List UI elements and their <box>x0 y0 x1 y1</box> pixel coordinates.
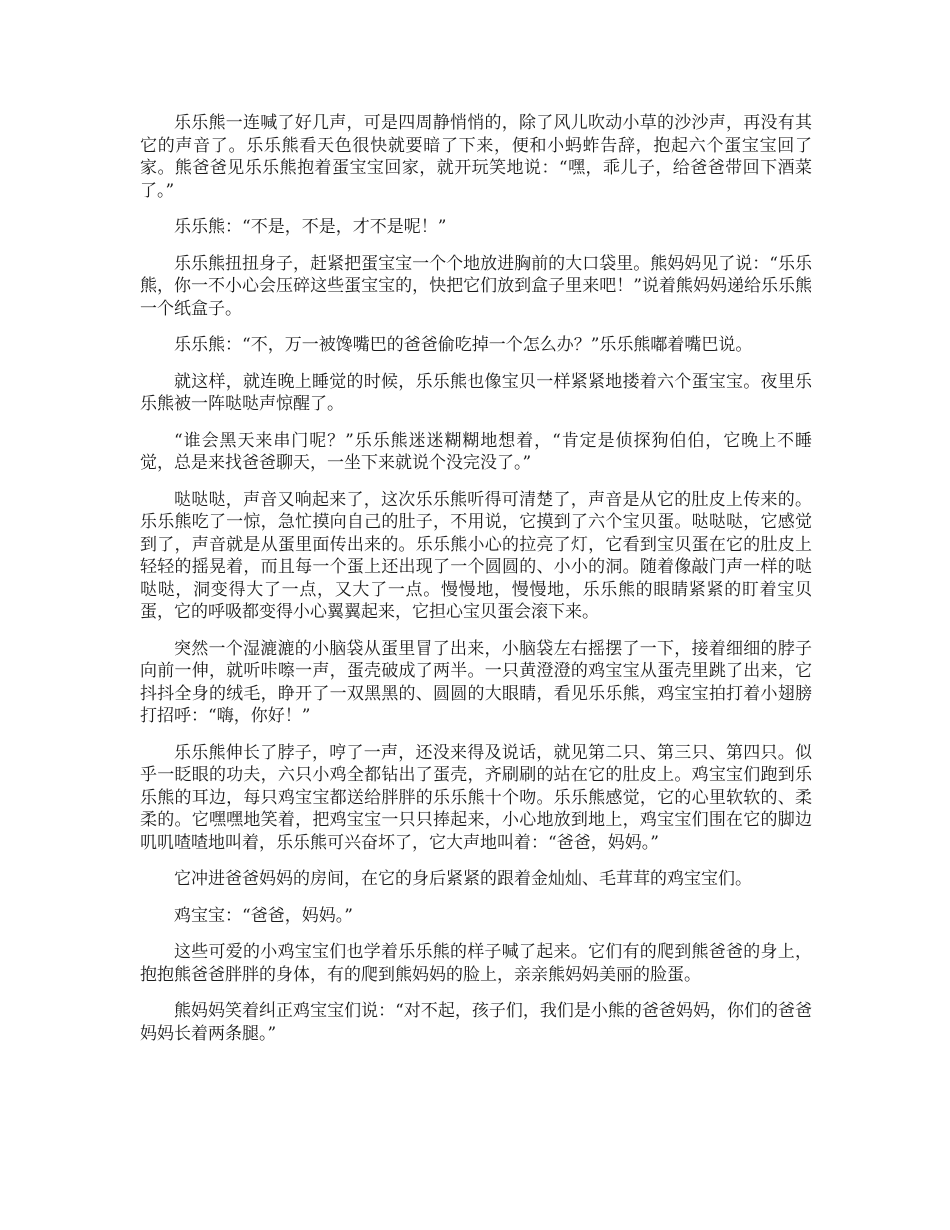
paragraph: 乐乐熊：“不，万一被馋嘴巴的爸爸偷吃掉一个怎么办？”乐乐熊嘟着嘴巴说。 <box>174 335 753 355</box>
paragraph: “谁会黑天来串门呢？”乐乐熊迷迷糊糊地想着，“肯定是侦探狗伯伯，它晚上不睡觉，总是来找爸爸聊天，一坐下来就说个没完没了。” <box>140 430 812 473</box>
paragraph: 它冲进爸爸妈妈的房间，在它的身后紧紧的跟着金灿灿、毛茸茸的鸡宝宝们。 <box>174 869 752 889</box>
paragraph: 熊妈妈笑着纠正鸡宝宝们说：“对不起，孩子们，我们是小熊的爸爸妈妈，你们的爸爸妈妈长着两条腿。” <box>140 1001 812 1044</box>
paragraph: 哒哒哒，声音又响起来了，这次乐乐熊听得可清楚了，声音是从它的肚皮上传来的。乐乐熊吃了一惊，急忙摸向自己的肚子，不用说，它摸到了六个宝贝蛋。哒哒哒，它感觉到了，声音就是从蛋里面传出来的。乐乐熊小心的拉亮了灯，它看到宝贝蛋在它的肚皮上轻轻的摇晃着，而且每一个蛋上还出现了一个圆圆的、小小的洞。随着像敲门声一样的哒哒哒，洞变得大了一点，又大了一点。慢慢地，慢慢地，乐乐熊的眼睛紧紧的盯着宝贝蛋，它的呼吸都变得小心翼翼起来，它担心宝贝蛋会滚下来。 <box>140 489 812 622</box>
paragraph: 鸡宝宝：“爸爸，妈妈。” <box>174 905 353 926</box>
paragraph: 就这样，就连晚上睡觉的时候，乐乐熊也像宝贝一样紧紧地搂着六个蛋宝宝。夜里乐乐熊被一阵哒哒声惊醒了。 <box>140 371 812 414</box>
paragraph: 乐乐熊扭扭身子，赶紧把蛋宝宝一个个地放进胸前的大口袋里。熊妈妈见了说：“乐乐熊，你一不小心会压碎这些蛋宝宝的，快把它们放到盒子里来吧！”说着熊妈妈递给乐乐熊一个纸盒子。 <box>140 253 812 319</box>
paragraph: 乐乐熊伸长了脖子，哼了一声，还没来得及说话，就见第二只、第三只、第四只。似乎一眨眼的功夫，六只小鸡全都钻出了蛋壳，齐刷刷的站在它的肚皮上。鸡宝宝们跑到乐乐熊的耳边，每只鸡宝宝都送给胖胖的乐乐熊十个吻。乐乐熊感觉，它的心里软软的、柔柔的。它嘿嘿地笑着，把鸡宝宝一只只捧起来，小心地放到地上，鸡宝宝们围在它的脚边叽叽喳喳地叫着，乐乐熊可兴奋坏了，它大声地叫着：“爸爸，妈妈。” <box>140 742 812 853</box>
paragraph: 这些可爱的小鸡宝宝们也学着乐乐熊的样子喊了起来。它们有的爬到熊爸爸的身上，抱抱熊爸爸胖胖的身体，有的爬到熊妈妈的脸上，亲亲熊妈妈美丽的脸蛋。 <box>140 942 812 985</box>
paragraph: 乐乐熊：“不是，不是，才不是呢！” <box>174 217 447 237</box>
document-body <box>140 112 812 1059</box>
paragraph: 乐乐熊一连喊了好几声，可是四周静悄悄的，除了风儿吹动小草的沙沙声，再没有其它的声音了。乐乐熊看天色很快就要暗了下来，便和小蚂蚱告辞，抱起六个蛋宝宝回了家。熊爸爸见乐乐熊抱着蛋宝宝回家，就开玩笑地说：“嘿，乖儿子，给爸爸带回下酒菜了。” <box>140 113 812 201</box>
paragraph: 突然一个湿漉漉的小脑袋从蛋里冒了出来，小脑袋左右摇摆了一下，接着细细的脖子向前一伸，就听咔嚓一声，蛋壳破成了两半。一只黄澄澄的鸡宝宝从蛋壳里跳了出来，它抖抖全身的绒毛，睁开了一双黑黑的、圆圆的大眼睛，看见乐乐熊，鸡宝宝拍打着小翅膀打招呼：“嗨，你好！” <box>140 638 812 726</box>
